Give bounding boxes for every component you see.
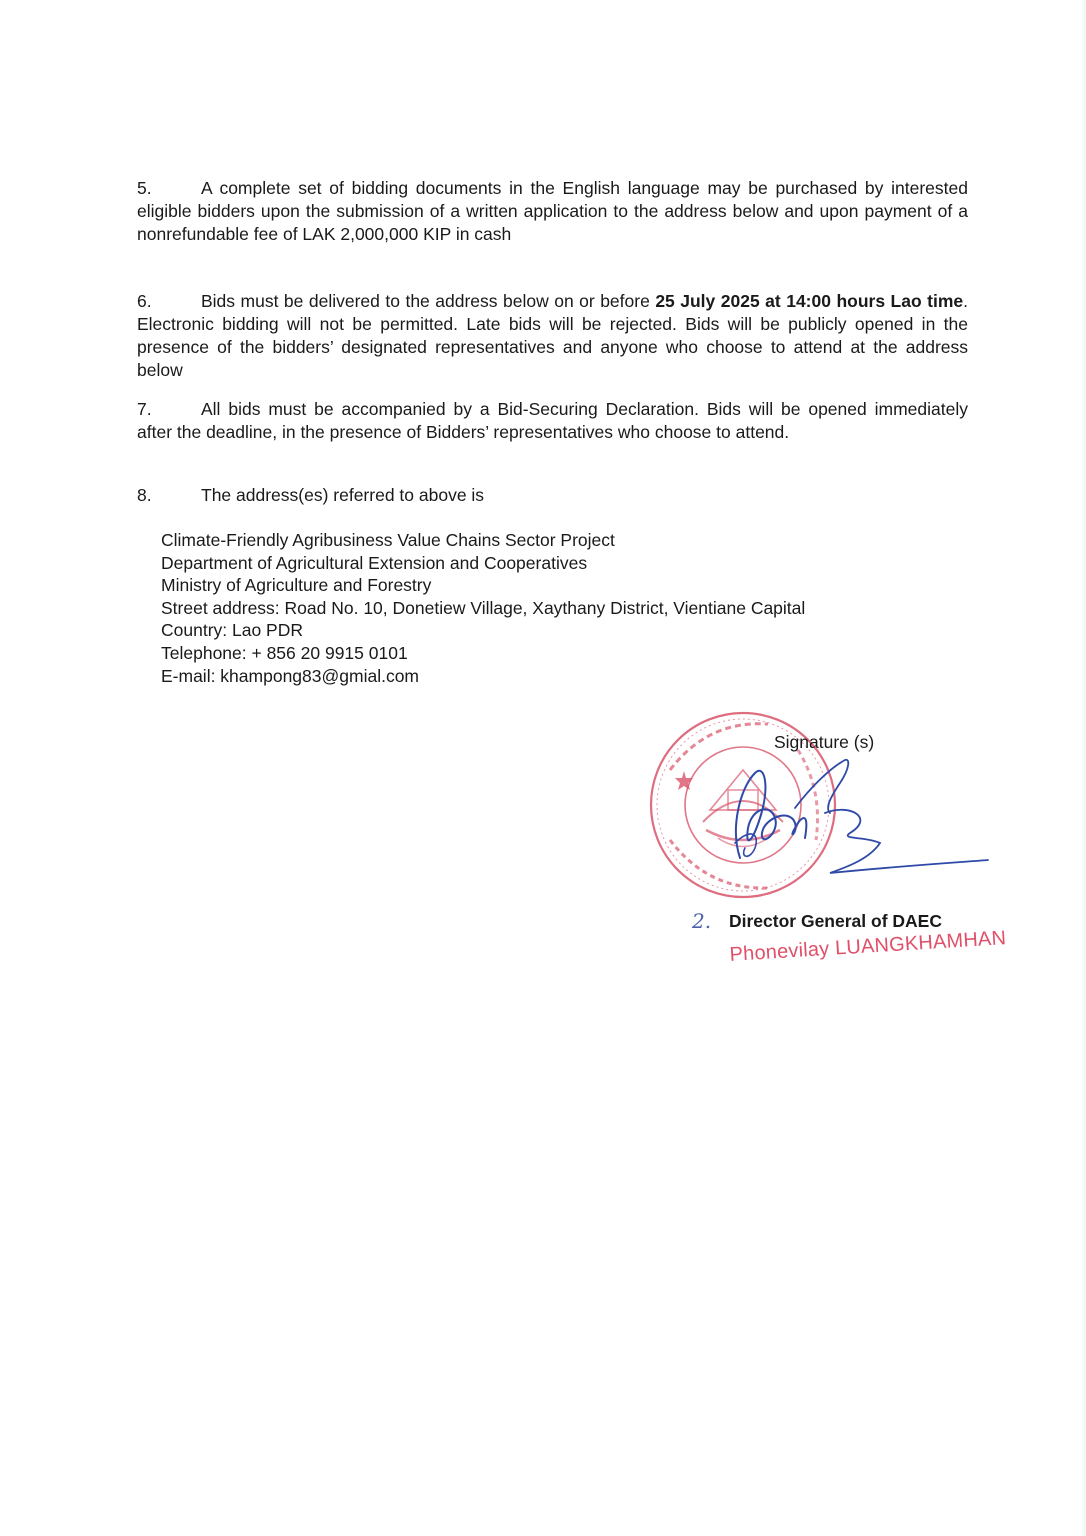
signature-label: Signature (s) (774, 732, 875, 752)
paragraph-number: 6. (137, 291, 152, 311)
address-country: Country: Lao PDR (161, 620, 304, 641)
paragraph-text: A complete set of bidding documents in the English language may be purchased by interested eligible bidders upon the submission of a written application to the address below and upon payment of a nonrefundable fee of LAK 2,000,000 KIP in cash (137, 178, 968, 244)
paragraph-8 (137, 484, 968, 507)
paragraph-text-after: . Electronic bidding will not be permitted. Late bids will be rejected. Bids will be publicly opened in the presence of the bidders’ designated representatives and anyone who choose to attend at the address below (137, 291, 968, 380)
address-block (161, 529, 805, 687)
paragraph-5 (137, 177, 968, 246)
paragraph-text: All bids must be accompanied by a Bid-Securing Declaration. Bids will be opened immediately after the deadline, in the presence of Bidders’ representatives who choose to attend. (137, 399, 968, 442)
handwritten-signature (700, 748, 1000, 888)
signatory-name-stamp: Phonevilay LUANGKHAMHAN (729, 927, 1007, 966)
paragraph-6 (137, 290, 968, 382)
address-email: E-mail: khampong83@gmial.com (161, 665, 420, 686)
paragraph-text: The address(es) referred to above is (201, 485, 485, 505)
address-ministry: Ministry of Agriculture and Forestry (161, 575, 432, 596)
address-telephone: Telephone: + 856 20 9915 0101 (161, 642, 408, 663)
paragraph-text-before: Bids must be delivered to the address below on or before (201, 291, 656, 311)
paragraph-number: 8. (137, 485, 152, 505)
paragraph-number: 5. (137, 178, 152, 198)
signatory-title: Director General of DAEC (729, 911, 942, 931)
address-project: Climate-Friendly Agribusiness Value Chains Sector Project (161, 530, 615, 550)
page-edge (1080, 0, 1086, 1536)
paragraph-number: 7. (137, 399, 152, 419)
address-department: Department of Agricultural Extension and Cooperatives (161, 552, 588, 573)
bid-deadline: 25 July 2025 at 14:00 hours Lao time (655, 291, 964, 311)
handwritten-mark: 2. (692, 909, 712, 933)
address-street: Street address: Road No. 10, Donetiew Village, Xaythany District, Vientiane Capital (161, 597, 806, 618)
paragraph-7 (137, 398, 968, 444)
